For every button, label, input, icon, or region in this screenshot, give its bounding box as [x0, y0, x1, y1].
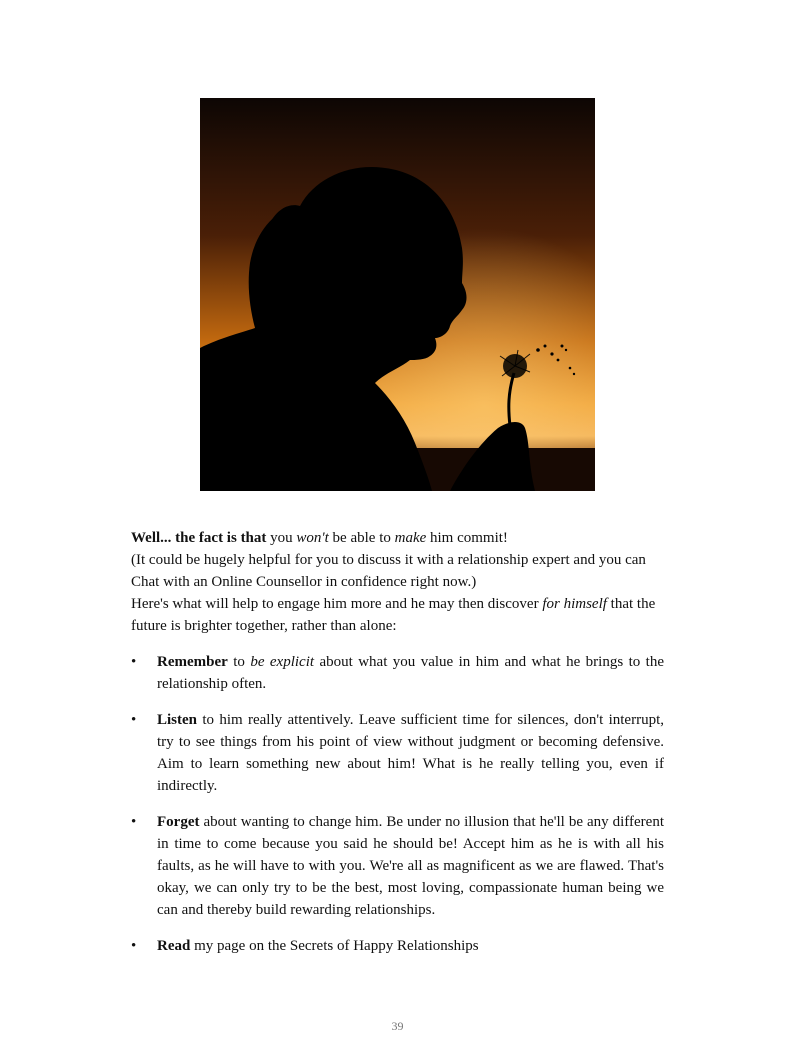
- tip-text: about wanting to change him. Be under no illusion that he'll be any different in time to come because you said he should be! Accept him as he is with all his faults, as he will have to with you. We're all as magnificent as we are flawed. That's okay, we can only try to be the best, most loving, compassionate human being we can and thereby build rewarding relationships.: [157, 814, 664, 918]
- bullet: •: [131, 814, 137, 830]
- intro-text: you: [266, 530, 297, 546]
- tip-keyword: Forget: [157, 814, 200, 830]
- intro-text: be able to: [328, 530, 395, 546]
- tip-text: to: [227, 654, 251, 670]
- engage-text: that the future is brighter together, rather than alone:: [131, 596, 656, 634]
- tip-keyword: Read: [157, 938, 191, 954]
- tip-listen: [131, 709, 664, 797]
- intro-bold: Well... the fact is that: [131, 530, 267, 546]
- tip-read: [131, 935, 664, 957]
- intro-emphasis: make: [394, 530, 427, 546]
- engage-emphasis: for himself: [542, 596, 607, 612]
- bullet: •: [131, 654, 137, 670]
- page-number: 39: [391, 1019, 404, 1033]
- page-body: [131, 527, 664, 971]
- bullet: •: [131, 938, 137, 954]
- tip-remember: [131, 651, 664, 695]
- engage-paragraph: [131, 593, 664, 637]
- engage-text: Here's what will help to engage him more and he may then discover: [131, 596, 543, 612]
- intro-emphasis: won't: [296, 530, 329, 546]
- counsellor-paragraph: (It could be hugely helpful for you to discuss it with a relationship expert and you can Chat with an Online Counsellor in confidence right now.): [131, 552, 646, 590]
- silhouette-dandelion-photo: [200, 98, 595, 491]
- tip-text: my page on the Secrets of Happy Relationships: [190, 938, 479, 954]
- tip-keyword: Listen: [157, 712, 198, 728]
- tips-list: [131, 651, 664, 957]
- tip-text: to him really attentively. Leave sufficient time for silences, don't interrupt, try to see things from his point of view without judgment or becoming defensive. Aim to learn something new about him! What is he really telling you, even if indirectly.: [157, 712, 664, 794]
- tip-emphasis: be explicit: [250, 654, 315, 670]
- bullet: •: [131, 712, 137, 728]
- photo-art: [200, 98, 595, 491]
- tip-forget: [131, 811, 664, 921]
- intro-paragraph: [131, 527, 664, 549]
- tip-keyword: Remember: [157, 654, 228, 670]
- tip-text: about what you value in him and what he brings to the relationship often.: [157, 654, 665, 692]
- intro-text: him commit!: [426, 530, 508, 546]
